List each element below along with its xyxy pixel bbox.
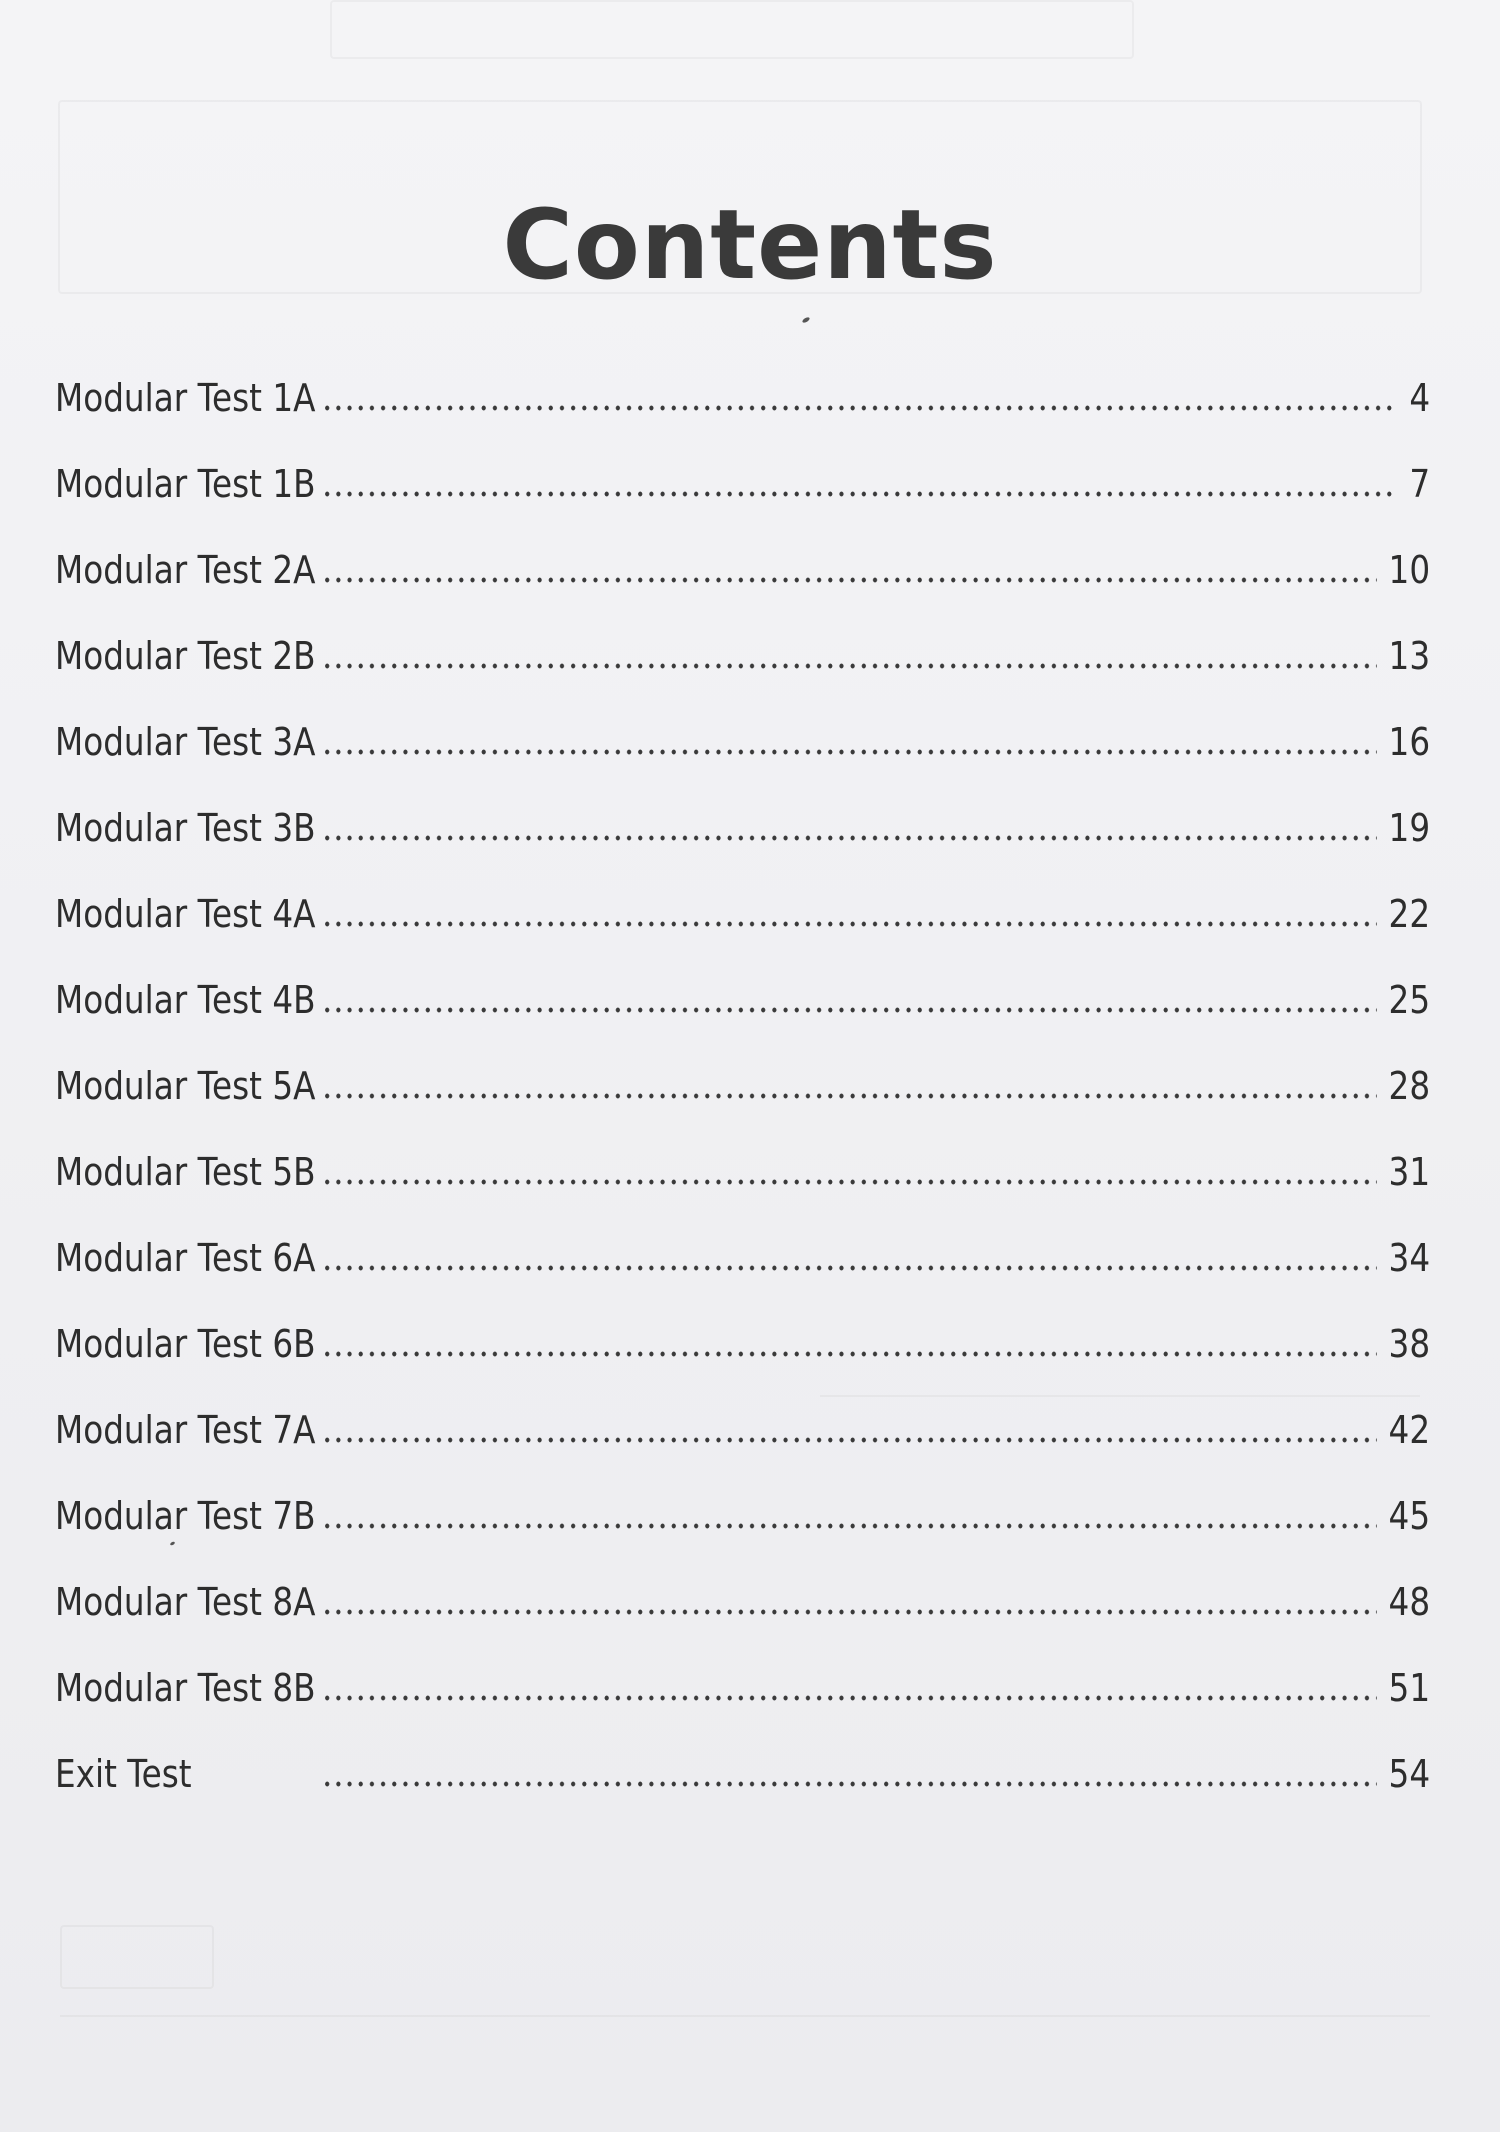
dot-leader (322, 1179, 1377, 1185)
toc-entry-title: Modular Test 3B (55, 806, 316, 850)
toc-entry-page: 4 (1409, 376, 1431, 420)
dot-leader (322, 577, 1377, 583)
toc-entry-page: 16 (1388, 720, 1431, 764)
toc-entry-page: 45 (1388, 1494, 1431, 1538)
toc-entry[interactable] (55, 1215, 1430, 1301)
toc-entry-title: Exit Test (55, 1752, 192, 1796)
toc-entry[interactable] (55, 1129, 1430, 1215)
toc-entry[interactable] (55, 355, 1430, 441)
toc-entry[interactable] (55, 1731, 1430, 1817)
toc-entry-page: 28 (1388, 1064, 1431, 1108)
dot-leader (322, 921, 1377, 927)
toc-entry[interactable] (55, 1473, 1430, 1559)
dot-leader (322, 1695, 1377, 1701)
dot-leader (322, 1781, 1377, 1787)
toc-entry-title: Modular Test 8A (55, 1580, 316, 1624)
dot-leader (322, 1523, 1377, 1529)
toc-entry-page: 38 (1388, 1322, 1431, 1366)
toc-entry-title: Modular Test 4B (55, 978, 316, 1022)
toc-entry-page: 31 (1388, 1150, 1431, 1194)
toc-entry-title: Modular Test 4A (55, 892, 316, 936)
dot-leader (322, 663, 1377, 669)
dot-leader (322, 1351, 1377, 1357)
toc-entry-title: Modular Test 1A (55, 376, 316, 420)
table-of-contents (55, 355, 1430, 1817)
print-speck (802, 316, 811, 323)
toc-entry-page: 48 (1388, 1580, 1431, 1624)
toc-entry[interactable] (55, 785, 1430, 871)
toc-entry-title: Modular Test 2A (55, 548, 316, 592)
toc-entry-page: 51 (1388, 1666, 1431, 1710)
toc-entry-page: 22 (1388, 892, 1431, 936)
toc-entry-title: Modular Test 1B (55, 462, 316, 506)
toc-entry-page: 25 (1388, 978, 1431, 1022)
toc-entry[interactable] (55, 613, 1430, 699)
dot-leader (322, 1265, 1377, 1271)
toc-entry[interactable] (55, 441, 1430, 527)
toc-entry-title: Modular Test 6B (55, 1322, 316, 1366)
toc-entry[interactable] (55, 1387, 1430, 1473)
page-title: Contents (502, 189, 998, 301)
dot-leader (322, 1093, 1377, 1099)
toc-entry[interactable] (55, 1645, 1430, 1731)
toc-entry[interactable] (55, 1301, 1430, 1387)
toc-entry-title: Modular Test 2B (55, 634, 316, 678)
toc-entry[interactable] (55, 527, 1430, 613)
toc-entry-title: Modular Test 7B (55, 1494, 316, 1538)
dot-leader (322, 749, 1377, 755)
show-through-line (60, 2015, 1430, 2017)
show-through-box (330, 0, 1134, 59)
toc-entry-title: Modular Test 8B (55, 1666, 316, 1710)
toc-entry-page: 42 (1388, 1408, 1431, 1452)
toc-entry-page: 13 (1388, 634, 1431, 678)
dot-leader (322, 405, 1393, 411)
toc-entry[interactable] (55, 1043, 1430, 1129)
show-through-box (60, 1925, 214, 1989)
toc-entry-title: Modular Test 3A (55, 720, 316, 764)
toc-entry[interactable] (55, 957, 1430, 1043)
dot-leader (322, 1437, 1377, 1443)
toc-entry-title: Modular Test 5A (55, 1064, 316, 1108)
toc-entry[interactable] (55, 699, 1430, 785)
toc-entry-title: Modular Test 5B (55, 1150, 316, 1194)
toc-entry-page: 10 (1388, 548, 1431, 592)
dot-leader (322, 1609, 1377, 1615)
toc-entry[interactable] (55, 871, 1430, 957)
toc-entry-page: 19 (1388, 806, 1431, 850)
dot-leader (322, 835, 1377, 841)
dot-leader (322, 491, 1393, 497)
toc-entry-page: 34 (1388, 1236, 1431, 1280)
toc-entry[interactable] (55, 1559, 1430, 1645)
toc-entry-title: Modular Test 6A (55, 1236, 316, 1280)
toc-entry-page: 54 (1388, 1752, 1431, 1796)
toc-entry-title: Modular Test 7A (55, 1408, 316, 1452)
dot-leader (322, 1007, 1377, 1013)
toc-entry-page: 7 (1409, 462, 1431, 506)
